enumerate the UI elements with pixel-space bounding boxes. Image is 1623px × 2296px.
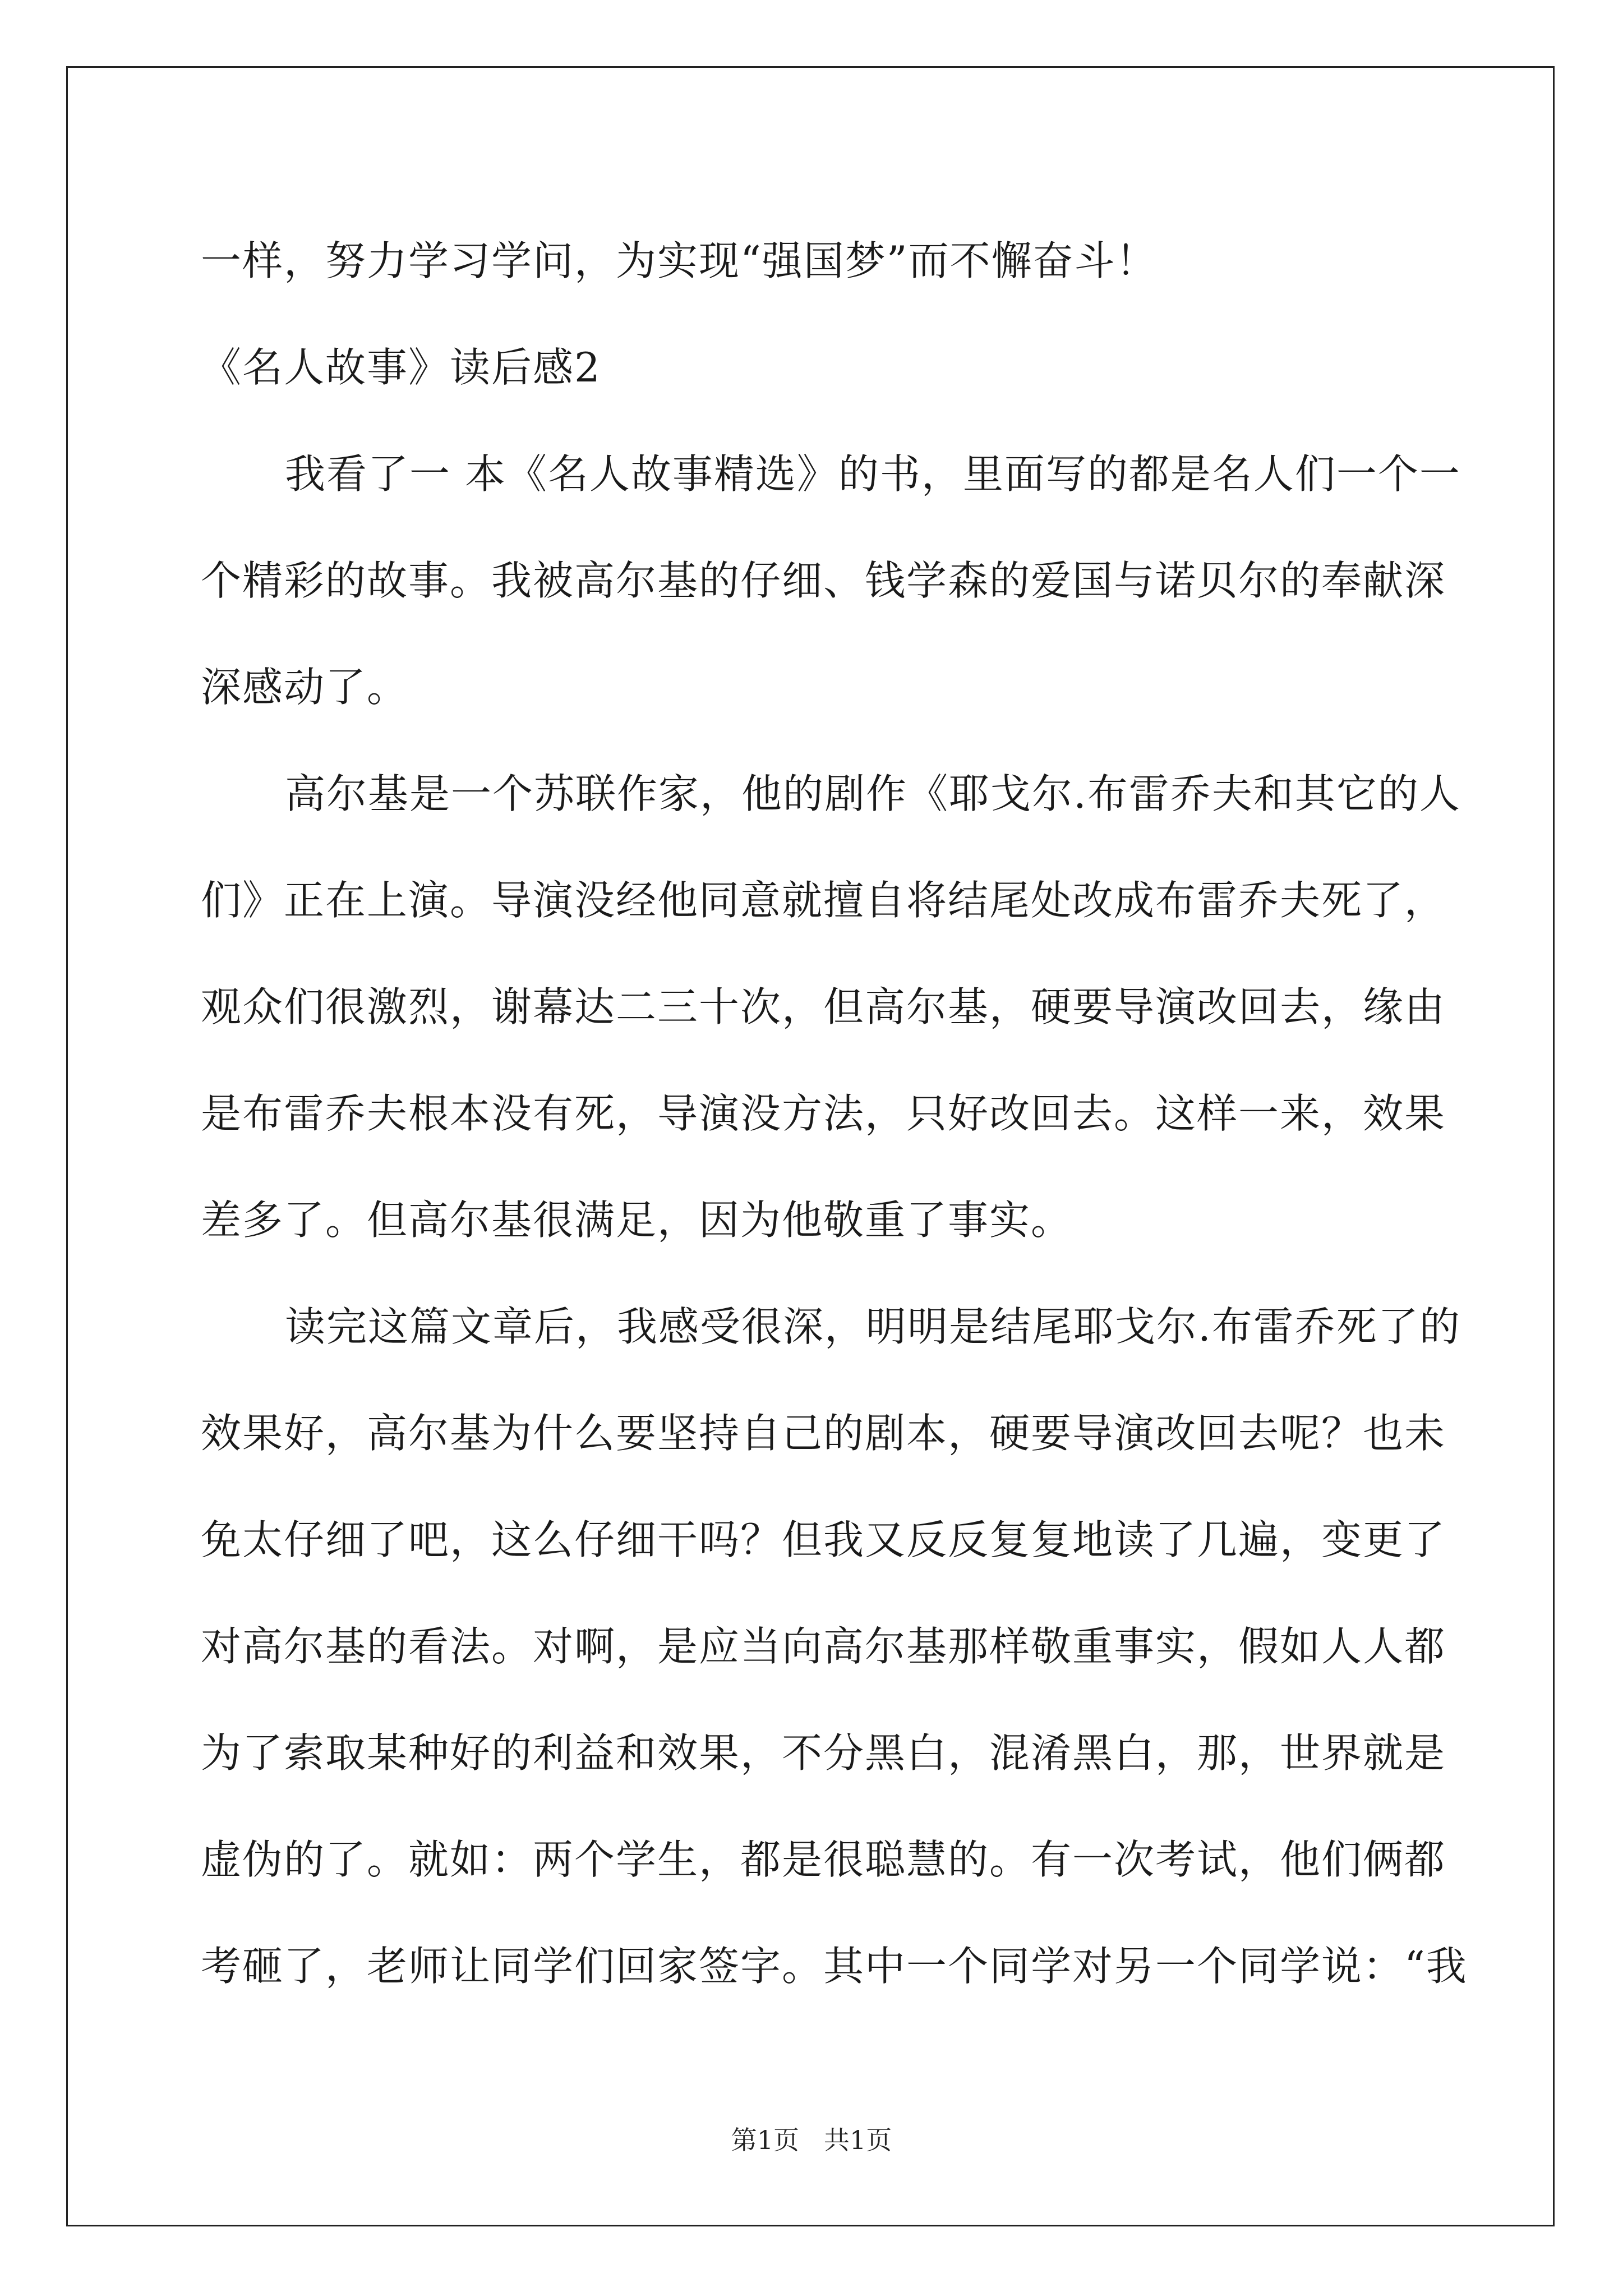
text-line: 个精彩的故事。我被高尔基的仔细、钱学森的爱国与诺贝尔的奉献深 [201,557,1446,604]
page-footer [0,2123,1623,2157]
text-line: 高尔基是一个苏联作家，他的剧作《耶戈尔.布雷乔夫和其它的人 [285,770,1461,817]
text-line: 虚伪的了。就如：两个学生，都是很聪慧的。有一次考试，他们俩都 [201,1836,1446,1883]
text-line: 考砸了，老师让同学们回家签字。其中一个同学对另一个同学说：“我 [201,1943,1468,1990]
text-line: 效果好，高尔基为什么要坚持自己的剧本，硬要导演改回去呢？也未 [201,1410,1446,1457]
text-line: 免太仔细了吧，这么仔细干吗？但我又反反复复地读了几遍，变更了 [201,1516,1446,1563]
text-line: 差多了。但高尔基很满足，因为他敬重了事实。 [201,1197,1073,1244]
document-body [201,208,1468,2019]
text-line: 深感动了。 [201,664,409,711]
text-line: 是布雷乔夫根本没有死，导演没方法，只好改回去。这样一来，效果 [201,1090,1446,1137]
text-line: 为了索取某种好的利益和效果，不分黑白，混淆黑白，那，世界就是 [201,1729,1446,1777]
page-number: 第1页 [731,2125,799,2155]
text-line: 读完这篇文章后，我感受很深，明明是结尾耶戈尔.布雷乔死了的 [285,1303,1461,1350]
text-line: 们》正在上演。导演没经他同意就擅自将结尾处改成布雷乔夫死了， [201,877,1446,924]
text-line: 我看了一 本《名人故事精选》的书，里面写的都是名人们一个一 [285,450,1461,498]
page-total: 共1页 [824,2125,892,2155]
section-heading: 《名人故事》读后感2 [201,344,601,391]
text-line: 观众们很激烈，谢幕达二三十次，但高尔基，硬要导演改回去，缘由 [201,983,1446,1030]
text-line: 一样，努力学习学问，为实现“强国梦”而不懈奋斗！ [201,237,1158,284]
text-line: 对高尔基的看法。对啊，是应当向高尔基那样敬重事实，假如人人都 [201,1623,1446,1670]
